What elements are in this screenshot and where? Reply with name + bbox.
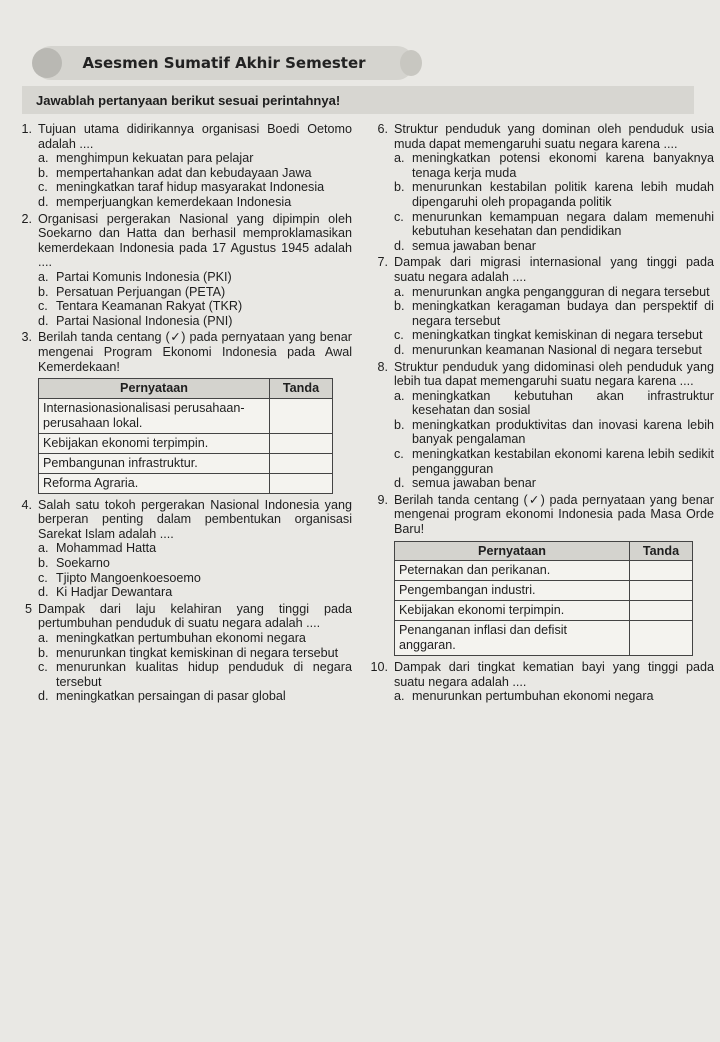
answer-option[interactable] — [394, 299, 714, 328]
option-letter: c. — [394, 209, 404, 224]
table-row — [395, 561, 693, 581]
question-body — [394, 493, 714, 658]
answer-option[interactable] — [38, 195, 352, 210]
option-text: Ki Hadjar Dewantara — [56, 585, 173, 600]
table-header-row — [39, 379, 333, 399]
option-text: Tjipto Mangoenkoesoemo — [56, 570, 201, 585]
question-body — [38, 330, 352, 495]
answer-option[interactable] — [38, 151, 352, 166]
answer-option[interactable] — [394, 418, 714, 447]
option-letter: d. — [38, 313, 49, 328]
table-row — [39, 453, 333, 473]
option-text: meningkatkan keragaman budaya dan perspektif di negara tersebut — [412, 299, 714, 328]
header-tanda: Tanda — [270, 379, 333, 399]
question-body — [38, 602, 352, 704]
option-text: meningkatkan produktivitas dan inovasi karena lebih banyak pengalaman — [412, 417, 714, 447]
question-text: Salah satu tokoh pergerakan Nasional Indonesia yang berperan penting dalam pembentukan organisasi Sarekat Islam adalah .... — [38, 497, 352, 541]
answer-option[interactable] — [38, 180, 352, 195]
option-letter: a. — [394, 284, 405, 299]
question-number: 7. — [377, 255, 388, 270]
answer-option[interactable] — [38, 285, 352, 300]
check-cell[interactable] — [270, 433, 333, 453]
question-number: 2. — [21, 211, 32, 226]
question-text: Dampak dari migrasi internasional yang tinggi pada suatu negara adalah .... — [394, 255, 714, 284]
option-letter: a. — [38, 269, 49, 284]
option-letter: c. — [38, 660, 48, 675]
question-number: 8. — [377, 359, 388, 374]
option-text: semua jawaban benar — [412, 238, 536, 253]
option-letter: d. — [394, 342, 405, 357]
option-letter: b. — [38, 556, 49, 571]
option-letter: d. — [38, 194, 49, 209]
option-text: meningkatkan pertumbuhan ekonomi negara — [56, 631, 306, 646]
table-row — [39, 473, 333, 493]
option-letter: a. — [38, 151, 49, 166]
answer-option[interactable] — [394, 285, 714, 300]
option-text: memperjuangkan kemerdekaan Indonesia — [56, 194, 292, 209]
option-letter: d. — [394, 476, 405, 491]
option-letter: a. — [394, 388, 405, 403]
answer-option[interactable] — [38, 299, 352, 314]
answer-option[interactable] — [394, 180, 714, 209]
answer-option[interactable] — [394, 328, 714, 343]
option-letter: c. — [394, 328, 404, 343]
option-text: menurunkan kemampuan negara dalam memenuhi kebutuhan kesehatan dan pendidikan — [412, 209, 714, 239]
question-item — [362, 122, 714, 253]
option-text: mempertahankan adat dan kebudayaan Jawa — [56, 165, 312, 180]
answer-option[interactable] — [38, 556, 352, 571]
check-cell[interactable] — [630, 561, 693, 581]
table-row — [395, 601, 693, 621]
answer-option[interactable] — [394, 389, 714, 418]
question-number: 6. — [377, 122, 388, 136]
answer-option[interactable] — [38, 314, 352, 329]
table-row — [39, 433, 333, 453]
question-body — [394, 660, 714, 704]
title-banner — [34, 46, 414, 80]
question-number: 4. — [21, 497, 32, 512]
answer-option[interactable] — [38, 646, 352, 661]
answer-option[interactable] — [394, 151, 714, 180]
answer-option[interactable] — [394, 210, 714, 239]
question-item — [6, 330, 352, 495]
option-text: meningkatkan kebutuhan akan infrastruktur kesehatan dan sosial — [412, 388, 714, 418]
table-header-row — [395, 541, 693, 561]
question-text: Berilah tanda centang (✓) pada pernyataan yang benar mengenai program ekonomi Indonesia pada Masa Orde Baru! — [394, 492, 714, 537]
statement-cell: Peternakan dan perikanan. — [395, 561, 630, 581]
option-text: meningkatkan potensi ekonomi karena banyaknya tenaga kerja muda — [412, 151, 714, 180]
banner-left-ornament — [32, 48, 62, 78]
question-text: Tujuan utama didirikannya organisasi Boedi Oetomo adalah .... — [38, 122, 352, 151]
left-column — [6, 122, 352, 706]
option-letter: c. — [38, 180, 48, 195]
table-row — [395, 581, 693, 601]
answer-option[interactable] — [38, 660, 352, 689]
option-letter: b. — [394, 417, 405, 432]
statement-cell: Kebijakan ekonomi terpimpin. — [395, 601, 630, 621]
option-letter: b. — [38, 165, 49, 180]
instruction-text: Jawablah pertanyaan berikut sesuai perintahnya! — [36, 92, 341, 108]
question-body — [38, 212, 352, 329]
question-item — [362, 360, 714, 491]
question-text: Berilah tanda centang (✓) pada pernyataan yang benar mengenai Program Ekonomi Indonesia pada Awal Kemerdekaan! — [38, 330, 352, 374]
option-letter: a. — [38, 541, 49, 556]
question-number: 1. — [21, 122, 32, 136]
question-text: Struktur penduduk yang didominasi oleh penduduk yang lebih tua dapat memengaruhi suatu negara karena .... — [394, 359, 714, 389]
answer-option[interactable] — [394, 476, 714, 491]
option-letter: a. — [394, 151, 405, 166]
question-body — [394, 255, 714, 357]
option-text: Mohammad Hatta — [56, 541, 157, 556]
question-number: 10. — [370, 660, 388, 675]
question-body — [394, 360, 714, 491]
option-letter: b. — [394, 180, 405, 195]
answer-option[interactable] — [38, 541, 352, 556]
check-cell[interactable] — [630, 621, 693, 656]
option-letter: d. — [38, 689, 49, 704]
question-number: 5 — [24, 601, 32, 616]
statement-cell: Reforma Agraria. — [39, 473, 270, 493]
question-text: Dampak dari laju kelahiran yang tinggi pada pertumbuhan penduduk di suatu negara adalah .... — [38, 601, 352, 631]
question-text: Organisasi pergerakan Nasional yang dipimpin oleh Soekarno dan Hatta dan berhasil memproklamasikan kemerdekaan Indonesia pada 17 Agustus 1945 adalah .... — [38, 211, 352, 270]
statement-cell: Internasionasionalisasi perusahaan-perusahaan lokal. — [39, 398, 270, 433]
option-letter: a. — [38, 631, 49, 646]
option-text: Soekarno — [56, 556, 110, 571]
option-text: menurunkan keamanan Nasional di negara tersebut — [412, 342, 702, 357]
option-letter: c. — [394, 447, 404, 462]
option-text: menurunkan angka pengangguran di negara tersebut — [412, 284, 710, 299]
option-text: meningkatkan taraf hidup masyarakat Indonesia — [56, 180, 325, 195]
check-cell[interactable] — [630, 581, 693, 601]
option-text: meningkatkan kestabilan ekonomi karena lebih sedikit pengangguran — [412, 447, 714, 476]
option-text: menghimpun kekuatan para pelajar — [56, 151, 254, 166]
answer-option[interactable] — [38, 631, 352, 646]
header-tanda: Tanda — [630, 541, 693, 561]
right-column — [362, 122, 714, 706]
statement-cell: Pembangunan infrastruktur. — [39, 453, 270, 473]
question-item — [362, 493, 714, 658]
option-text: menurunkan pertumbuhan ekonomi negara — [412, 689, 654, 704]
instruction-bar — [22, 86, 694, 114]
question-text: Dampak dari tingkat kematian bayi yang tinggi pada suatu negara adalah .... — [394, 660, 714, 689]
option-text: Partai Komunis Indonesia (PKI) — [56, 269, 232, 284]
answer-option[interactable] — [38, 571, 352, 586]
question-item — [6, 602, 352, 704]
answer-option[interactable] — [38, 585, 352, 600]
checklist-table — [38, 378, 333, 494]
check-cell[interactable] — [270, 473, 333, 493]
checklist-table — [394, 541, 693, 657]
answer-option[interactable] — [38, 166, 352, 181]
option-text: Persatuan Perjuangan (PETA) — [56, 284, 226, 299]
answer-option[interactable] — [38, 689, 352, 704]
header-pernyataan: Pernyataan — [39, 379, 270, 399]
answer-option[interactable] — [394, 239, 714, 254]
question-body — [394, 122, 714, 253]
check-cell[interactable] — [630, 601, 693, 621]
option-letter: b. — [38, 645, 49, 660]
option-text: meningkatkan persaingan di pasar global — [56, 689, 286, 704]
check-cell[interactable] — [270, 453, 333, 473]
answer-option[interactable] — [394, 447, 714, 476]
option-text: menurunkan kualitas hidup penduduk di negara tersebut — [56, 660, 352, 689]
option-text: meningkatkan tingkat kemiskinan di negara tersebut — [412, 328, 703, 343]
answer-option[interactable] — [394, 689, 714, 704]
option-letter: c. — [38, 570, 48, 585]
banner-right-ornament — [400, 50, 422, 76]
option-text: Partai Nasional Indonesia (PNI) — [56, 313, 233, 328]
question-number: 9. — [377, 492, 388, 507]
answer-option[interactable] — [38, 270, 352, 285]
question-item — [6, 212, 352, 329]
question-item — [6, 498, 352, 600]
question-number: 3. — [21, 330, 32, 345]
question-item — [362, 660, 714, 704]
option-text: menurunkan tingkat kemiskinan di negara tersebut — [56, 645, 339, 660]
option-text: semua jawaban benar — [412, 476, 536, 491]
answer-option[interactable] — [394, 343, 714, 358]
option-letter: c. — [38, 299, 48, 314]
option-letter: a. — [394, 689, 405, 704]
question-body — [38, 122, 352, 210]
question-item — [6, 122, 352, 210]
statement-cell: Pengembangan industri. — [395, 581, 630, 601]
option-letter: d. — [394, 238, 405, 253]
option-letter: b. — [38, 284, 49, 299]
option-letter: b. — [394, 299, 405, 314]
table-row — [395, 621, 693, 656]
check-cell[interactable] — [270, 398, 333, 433]
table-row — [39, 398, 333, 433]
statement-cell: Penanganan inflasi dan defisit anggaran. — [395, 621, 630, 656]
statement-cell: Kebijakan ekonomi terpimpin. — [39, 433, 270, 453]
question-item — [362, 255, 714, 357]
option-text: Tentara Keamanan Rakyat (TKR) — [56, 299, 243, 314]
question-text: Struktur penduduk yang dominan oleh penduduk usia muda dapat memengaruhi suatu negara karena .... — [394, 122, 714, 151]
page-title: Asesmen Sumatif Akhir Semester — [82, 54, 366, 72]
option-letter: d. — [38, 585, 49, 600]
question-body — [38, 498, 352, 600]
header-pernyataan: Pernyataan — [395, 541, 630, 561]
option-text: menurunkan kestabilan politik karena lebih mudah dipengaruhi oleh propaganda politik — [412, 180, 714, 209]
